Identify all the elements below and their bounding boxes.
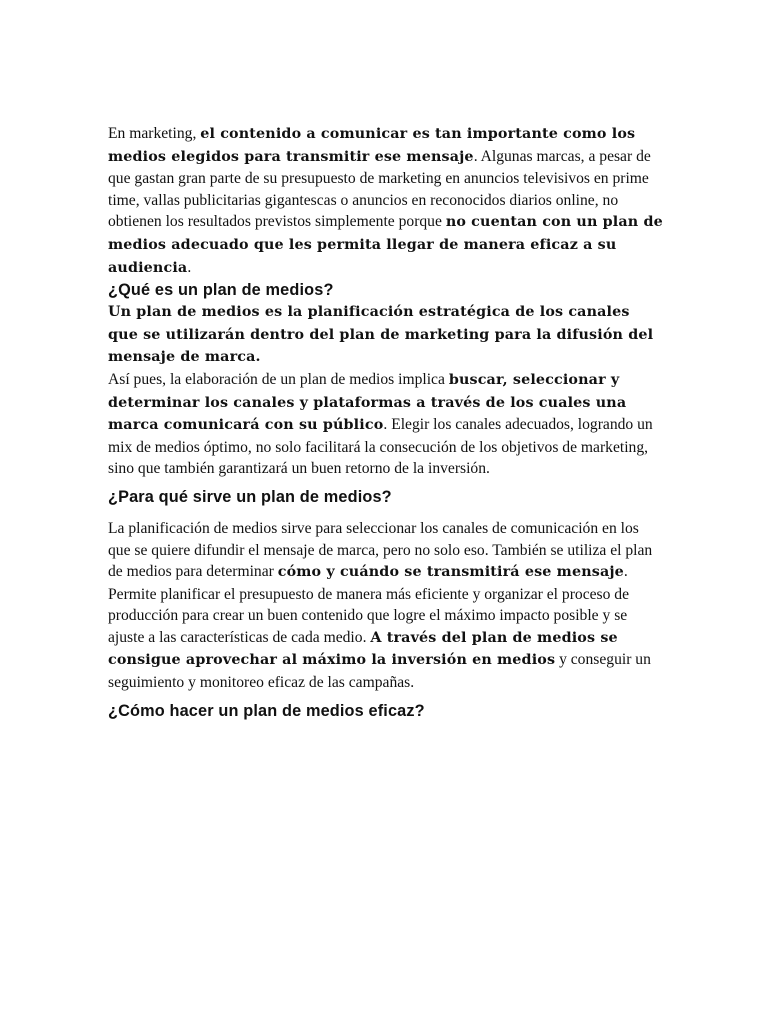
intro-paragraph <box>108 123 664 279</box>
intro-text-2: . Algunas marcas, a pesar de que gastan gran parte de su presupuesto de marketing en anuncios televisivos en prime time, vallas publicitarias gigantescas o anuncios en reconocidos diarios online, no obtienen los resultados previstos simplemente porque <box>108 147 651 231</box>
definition-bold: Un plan de medios es la planificación estratégica de los canales que se utilizarán dentro del plan de marketing para la difusión del mensaje de marca. <box>108 304 654 366</box>
purpose-bold-2: A través del plan de medios se consigue aprovechar al máximo la inversión en medios <box>108 629 618 669</box>
intro-bold-2: no cuentan con un plan de medios adecuado que les permita llegar de manera eficaz a su audiencia <box>108 214 663 276</box>
intro-text-3: . <box>187 258 192 276</box>
purpose-text-3: y conseguir un seguimiento y monitoreo eficaz de las campañas. <box>108 651 651 692</box>
purpose-bold-1: cómo y cuándo se transmitirá ese mensaje <box>277 564 624 581</box>
purpose-text-2: . Permite planificar el presupuesto de manera más eficiente y organizar el proceso de producción para crear un buen contenido que logre el máximo impacto posible y se ajuste a las características de cada medio. <box>108 563 630 646</box>
heading-que-es: ¿Qué es un plan de medios? <box>108 281 334 300</box>
intro-text-1: En marketing, <box>108 125 201 142</box>
elaboration-text-1: Así pues, la elaboración de un plan de medios implica <box>108 370 449 388</box>
purpose-text-1: La planificación de medios sirve para seleccionar los canales de comunicación en los que se quiere difundir el mensaje de marca, pero no solo eso. También se utiliza el plan de medios para determinar <box>108 519 653 581</box>
document-page <box>108 123 664 722</box>
heading-como-hacer: ¿Cómo hacer un plan de medios eficaz? <box>108 701 425 720</box>
heading-para-que: ¿Para qué sirve un plan de medios? <box>108 487 392 506</box>
elaboration-paragraph <box>108 369 664 480</box>
elaboration-bold-1: buscar, seleccionar y determinar los canales y plataformas a través de los cuales una marca comunicará con su público <box>108 371 627 434</box>
definition-paragraph <box>108 301 664 369</box>
intro-bold-1: el contenido a comunicar es tan importante como los medios elegidos para transmitir ese mensaje <box>108 126 636 165</box>
elaboration-text-2: . Elegir los canales adecuados, logrando un mix de medios óptimo, no solo facilitará la consecución de los objetivos de marketing, sino que también garantizará un buen retorno de la inversión. <box>108 416 653 478</box>
purpose-paragraph <box>108 518 664 694</box>
